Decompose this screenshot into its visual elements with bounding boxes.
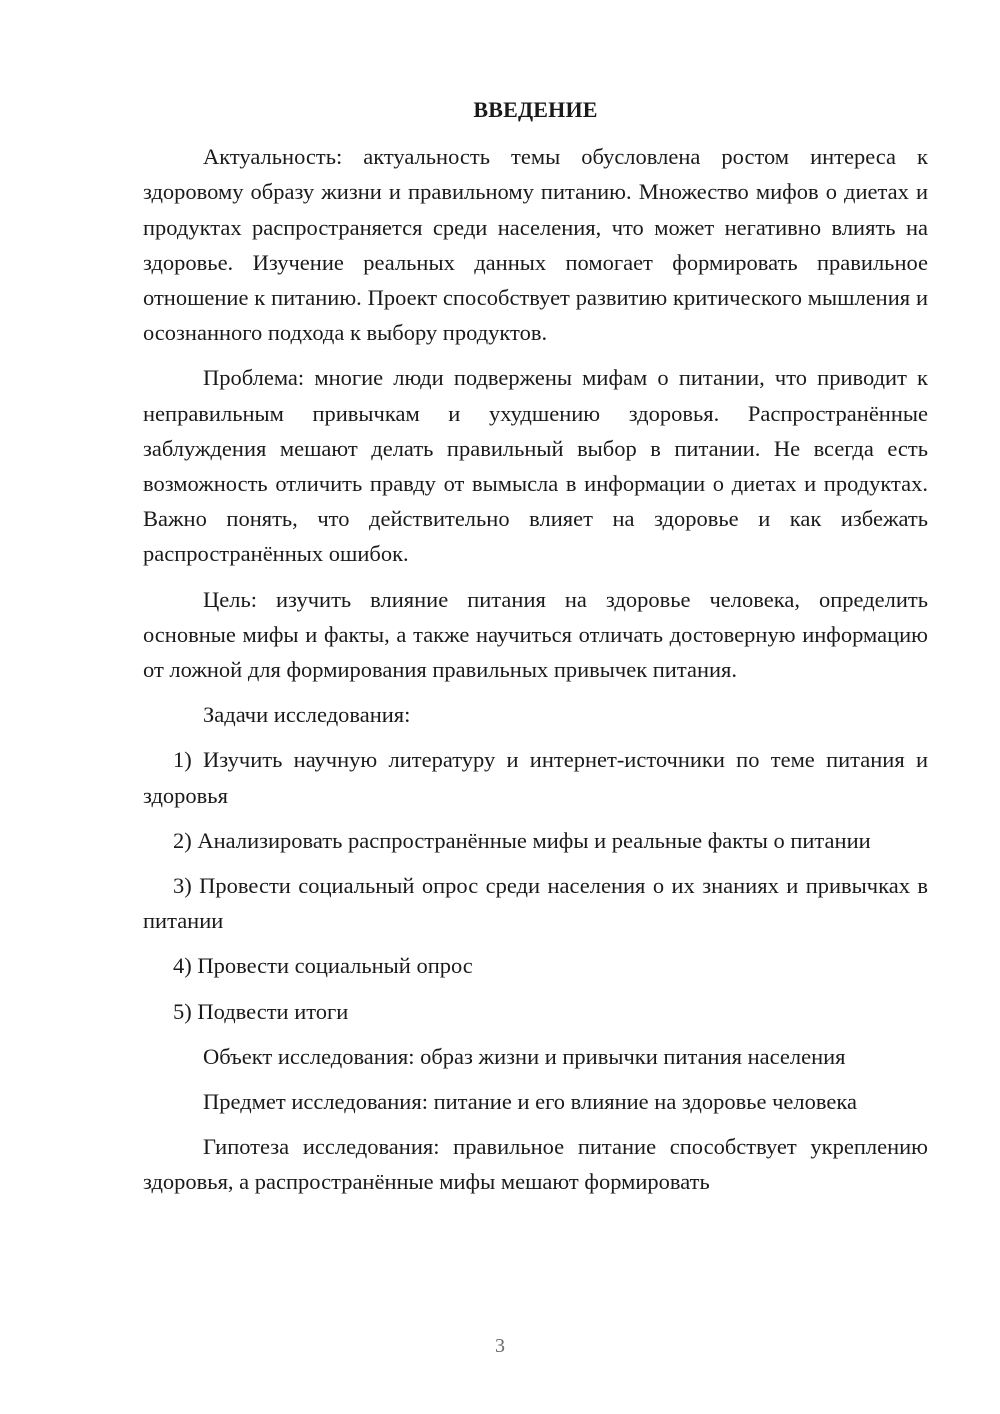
task-item: 3) Провести социальный опрос среди населения о их знаниях и привычках в питании <box>143 873 928 934</box>
research-object: Объект исследования: образ жизни и привычки питания населения <box>203 1043 846 1069</box>
hypothesis-paragraph: Гипотеза исследования: правильное питание способствует укреплению здоровья, а распространённые мифы мешают формировать <box>143 1134 928 1195</box>
relevance-paragraph: Актуальность: актуальность темы обусловлена ростом интереса к здоровому образу жизни и правильному питанию. Множество мифов о диетах и продуктах распространяется среди населения, что может негативно влиять на здоровье. Изучение реальных данных помогает формировать правильное отношение к питанию. Проект способствует развитию критического мышления и осознанного подхода к выбору продуктов. <box>143 144 928 346</box>
section-title: ВВЕДЕНИЕ <box>473 97 598 122</box>
task-item: 1) Изучить научную литературу и интернет-источники по теме питания и здоровья <box>143 747 928 808</box>
research-subject: Предмет исследования: питание и его влияние на здоровье человека <box>203 1089 857 1115</box>
document-page <box>143 92 928 1200</box>
page-number: 3 <box>495 1335 505 1357</box>
tasks-heading: Задачи исследования: <box>203 702 411 728</box>
task-item: 4) Провести социальный опрос <box>173 953 473 979</box>
problem-paragraph: Проблема: многие люди подвержены мифам о питании, что приводит к неправильным привычкам и ухудшению здоровья. Распространённые заблуждения мешают делать правильный выбор в питании. Не всегда есть возможность отличить правду от вымысла в информации о диетах и продуктах. Важно понять, что действительно влияет на здоровье и как избежать распространённых ошибок. <box>143 365 928 567</box>
goal-paragraph: Цель: изучить влияние питания на здоровье человека, определить основные мифы и факты, а также научиться отличать достоверную информацию от ложной для формирования правильных привычек питания. <box>143 586 928 683</box>
task-item: 5) Подвести итоги <box>173 998 349 1024</box>
task-item: 2) Анализировать распространённые мифы и реальные факты о питании <box>173 827 871 853</box>
